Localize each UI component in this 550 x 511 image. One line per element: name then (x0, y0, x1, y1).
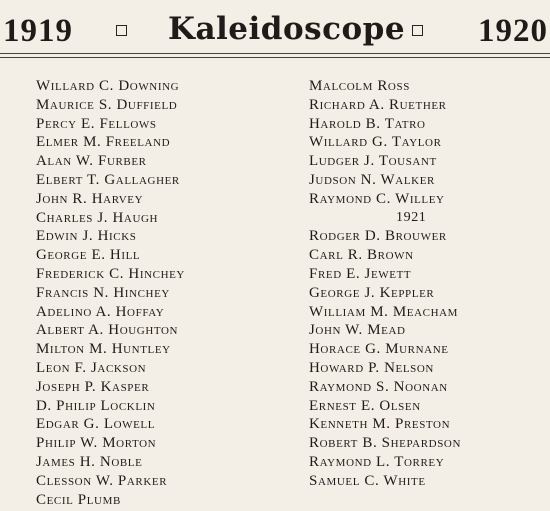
name-entry: Frederick C. Hinchey (36, 265, 185, 282)
name-entry: Elmer M. Freeland (36, 134, 171, 151)
name-entry: Horace G. Murnane (309, 341, 449, 358)
name-entry: Judson N. Walker (309, 171, 435, 188)
name-entry: Carl R. Brown (309, 247, 414, 264)
name-entry: Robert B. Shepardson (309, 435, 461, 452)
name-entry: Willard C. Downing (36, 78, 180, 94)
name-entry: Samuel C. White (309, 472, 426, 489)
name-entry: Cecil Plumb (36, 491, 121, 508)
name-entry: Fred E. Jewett (309, 265, 412, 282)
name-list-left (36, 77, 185, 509)
name-entry: Harold B. Tatro (309, 115, 426, 132)
name-entry: William M. Meacham (309, 303, 459, 320)
header-rule (0, 57, 550, 58)
name-entry: Francis N. Hinchey (36, 284, 170, 301)
name-entry: Raymond C. Willey (309, 190, 445, 207)
name-entry: Albert A. Houghton (36, 322, 179, 339)
name-entry: Adelino A. Hoffay (36, 303, 165, 320)
name-entry: Kenneth M. Preston (309, 416, 451, 433)
square-ornament-icon (116, 25, 127, 36)
name-entry: John W. Mead (309, 322, 406, 339)
name-entry: Ludger J. Tousant (309, 153, 437, 170)
year-right: 1920 (478, 13, 548, 49)
name-entry: Edwin J. Hicks (36, 228, 137, 245)
name-entry: John R. Harvey (36, 190, 144, 207)
page-title: Kaleidoscope (168, 11, 406, 47)
header-rule (0, 53, 550, 54)
name-entry: Malcolm Ross (309, 78, 410, 94)
name-entry: Edgar G. Lowell (36, 416, 156, 433)
name-entry: Willard G. Taylor (309, 134, 442, 151)
name-list-right (309, 77, 461, 491)
name-entry: Raymond L. Torrey (309, 453, 445, 470)
name-entry: Leon F. Jackson (36, 359, 147, 376)
class-year-heading: 1921 (396, 209, 427, 225)
name-entry: Raymond S. Noonan (309, 378, 448, 395)
name-entry: Milton M. Huntley (36, 341, 171, 358)
square-ornament-icon (412, 25, 423, 36)
name-entry: Philip W. Morton (36, 435, 157, 452)
name-entry: Ernest E. Olsen (309, 397, 421, 414)
name-entry: Rodger D. Brouwer (309, 228, 447, 245)
name-entry: Howard P. Nelson (309, 359, 434, 376)
page-header (0, 0, 550, 58)
name-entry: Joseph P. Kasper (36, 378, 150, 395)
name-entry: Maurice S. Duffield (36, 96, 178, 113)
name-entry: D. Philip Locklin (36, 397, 156, 414)
name-entry: Clesson W. Parker (36, 472, 168, 489)
name-entry: Charles J. Haugh (36, 209, 159, 226)
name-entry: James H. Noble (36, 453, 143, 470)
name-entry: George J. Keppler (309, 284, 435, 301)
name-entry: Percy E. Fellows (36, 115, 157, 132)
name-entry: Richard A. Ruether (309, 96, 447, 113)
year-left: 1919 (3, 13, 73, 49)
name-entry: Elbert T. Gallagher (36, 171, 180, 188)
name-entry: Alan W. Furber (36, 153, 147, 170)
name-entry: George E. Hill (36, 247, 141, 264)
